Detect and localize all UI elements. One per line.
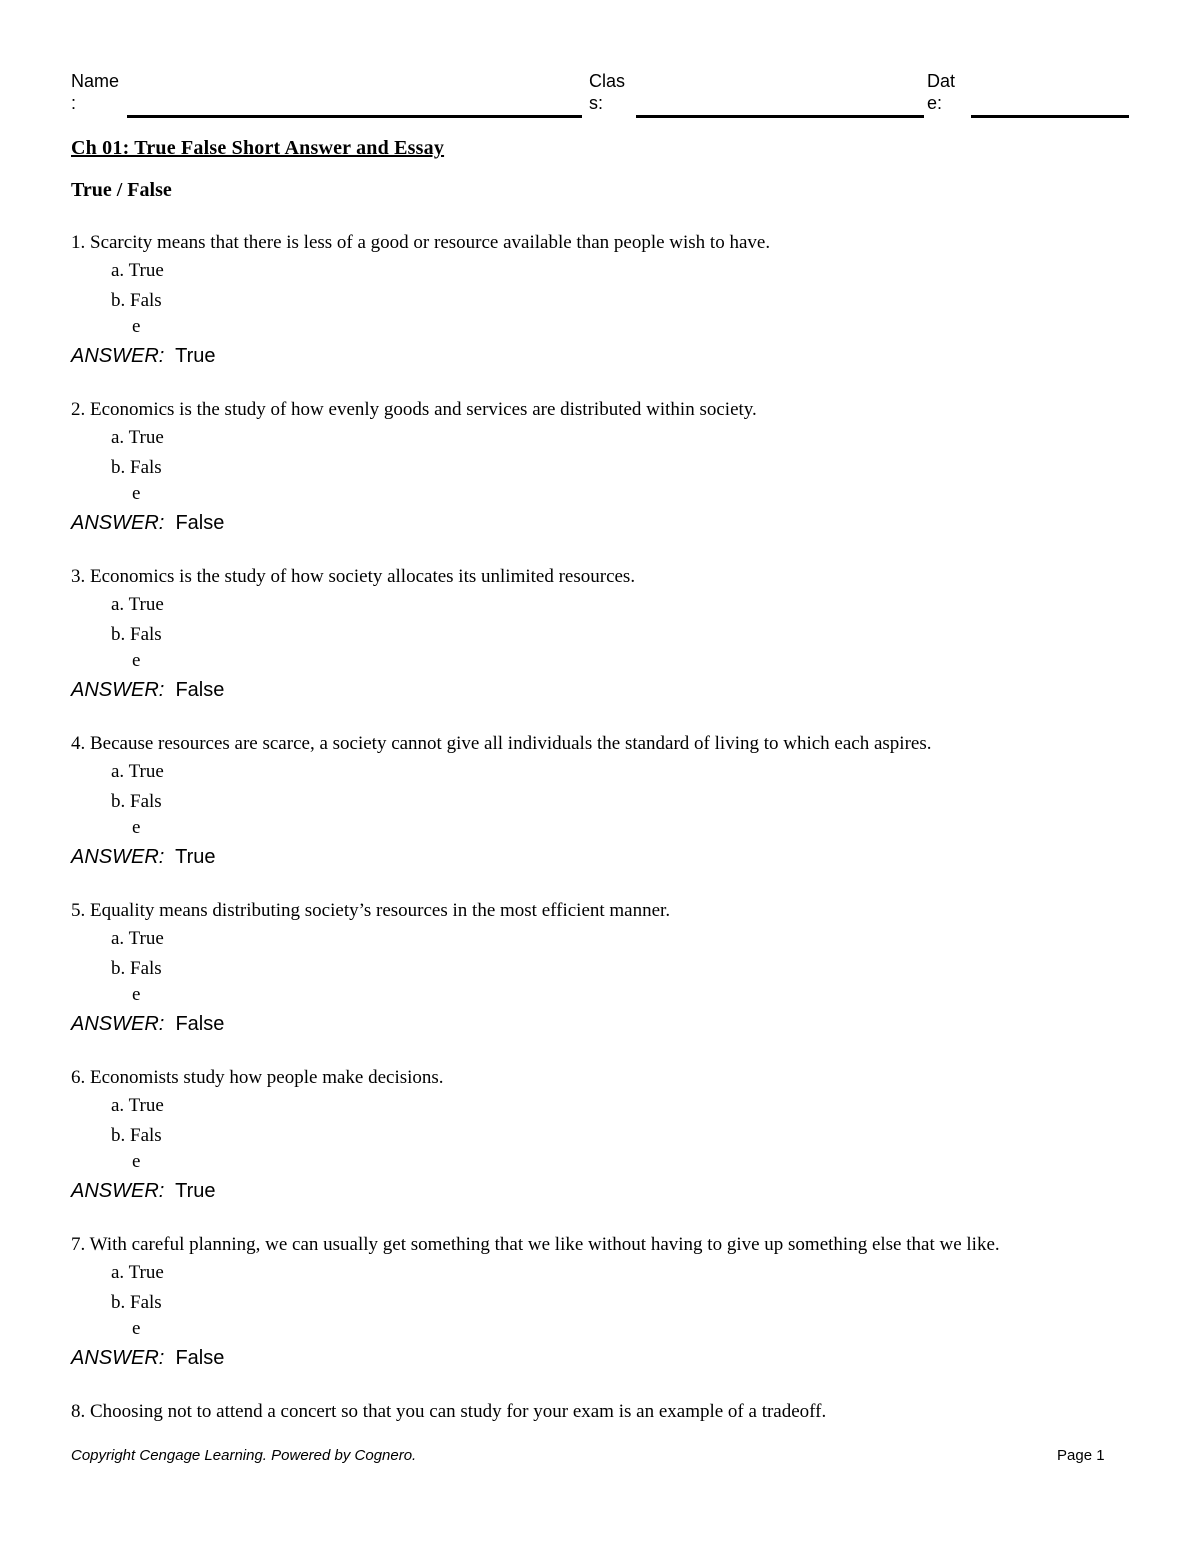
name-field-label: Name :	[71, 71, 120, 113]
option-true[interactable]: a. True	[111, 761, 164, 782]
answer-line	[71, 344, 216, 368]
answer-value: True	[175, 846, 216, 868]
class-field-label: Clas s:	[589, 71, 626, 113]
option-false-wrap: e	[132, 984, 141, 1005]
option-false-wrap: e	[132, 316, 141, 337]
answer-label: ANSWER:	[71, 846, 165, 868]
answer-line	[71, 1012, 224, 1036]
option-false[interactable]: b. Fals	[111, 457, 162, 478]
option-false[interactable]: b. Fals	[111, 791, 162, 812]
answer-line	[71, 845, 216, 869]
section-heading: True / False	[71, 179, 172, 201]
question-stem: 1. Scarcity means that there is less of a good or resource available than people wish to have.	[71, 232, 771, 253]
question-stem: 4. Because resources are scarce, a society cannot give all individuals the standard of living to which each aspires.	[71, 733, 932, 754]
name-input-line[interactable]	[127, 115, 582, 118]
question-item	[71, 1400, 1161, 1567]
date-field-label: Dat e:	[927, 71, 956, 113]
question-stem: 6. Economists study how people make decisions.	[71, 1067, 444, 1088]
question-item	[71, 398, 1161, 565]
option-true[interactable]: a. True	[111, 1095, 164, 1116]
question-stem: 8. Choosing not to attend a concert so that you can study for your exam is an example of a tradeoff.	[71, 1401, 827, 1422]
answer-label: ANSWER:	[71, 1347, 165, 1369]
option-false-wrap: e	[132, 483, 141, 504]
answer-label: ANSWER:	[71, 512, 165, 534]
option-false[interactable]: b. Fals	[111, 1125, 162, 1146]
question-item	[71, 565, 1161, 732]
question-item	[71, 1233, 1161, 1400]
option-true[interactable]: a. True	[111, 928, 164, 949]
answer-line	[71, 1179, 216, 1203]
option-false[interactable]: b. Fals	[111, 958, 162, 979]
answer-label: ANSWER:	[71, 1180, 165, 1202]
answer-line	[71, 1346, 224, 1370]
option-false[interactable]: b. Fals	[111, 1292, 162, 1313]
date-input-line[interactable]	[971, 115, 1129, 118]
option-true[interactable]: a. True	[111, 594, 164, 615]
answer-value: False	[175, 679, 225, 701]
answer-value: False	[175, 1013, 225, 1035]
document-title: Ch 01: True False Short Answer and Essay	[71, 137, 445, 159]
footer-copyright: Copyright Cengage Learning. Powered by Cognero.	[71, 1447, 417, 1464]
option-true[interactable]: a. True	[111, 1262, 164, 1283]
option-false-wrap: e	[132, 817, 141, 838]
class-input-line[interactable]	[636, 115, 924, 118]
option-false-wrap: e	[132, 1151, 141, 1172]
question-stem: 3. Economics is the study of how society allocates its unlimited resources.	[71, 566, 636, 587]
option-false-wrap: e	[132, 1318, 141, 1339]
question-stem: 5. Equality means distributing society’s resources in the most efficient manner.	[71, 900, 671, 921]
footer-page-number: Page 1	[1057, 1447, 1105, 1464]
question-list	[71, 231, 1161, 1567]
question-stem: 2. Economics is the study of how evenly goods and services are distributed within society.	[71, 399, 757, 420]
answer-value: False	[175, 512, 225, 534]
question-item	[71, 231, 1161, 398]
answer-label: ANSWER:	[71, 345, 165, 367]
answer-line	[71, 678, 224, 702]
question-item	[71, 732, 1161, 899]
question-item	[71, 899, 1161, 1066]
option-false-wrap: e	[132, 650, 141, 671]
answer-value: True	[175, 1180, 216, 1202]
answer-value: True	[175, 345, 216, 367]
answer-label: ANSWER:	[71, 1013, 165, 1035]
option-true[interactable]: a. True	[111, 260, 164, 281]
question-stem: 7. With careful planning, we can usually get something that we like without having to give up something else that we like.	[71, 1234, 1000, 1255]
answer-line	[71, 511, 224, 535]
option-true[interactable]: a. True	[111, 427, 164, 448]
option-false[interactable]: b. Fals	[111, 290, 162, 311]
answer-value: False	[175, 1347, 225, 1369]
answer-label: ANSWER:	[71, 679, 165, 701]
question-item	[71, 1066, 1161, 1233]
option-false[interactable]: b. Fals	[111, 624, 162, 645]
